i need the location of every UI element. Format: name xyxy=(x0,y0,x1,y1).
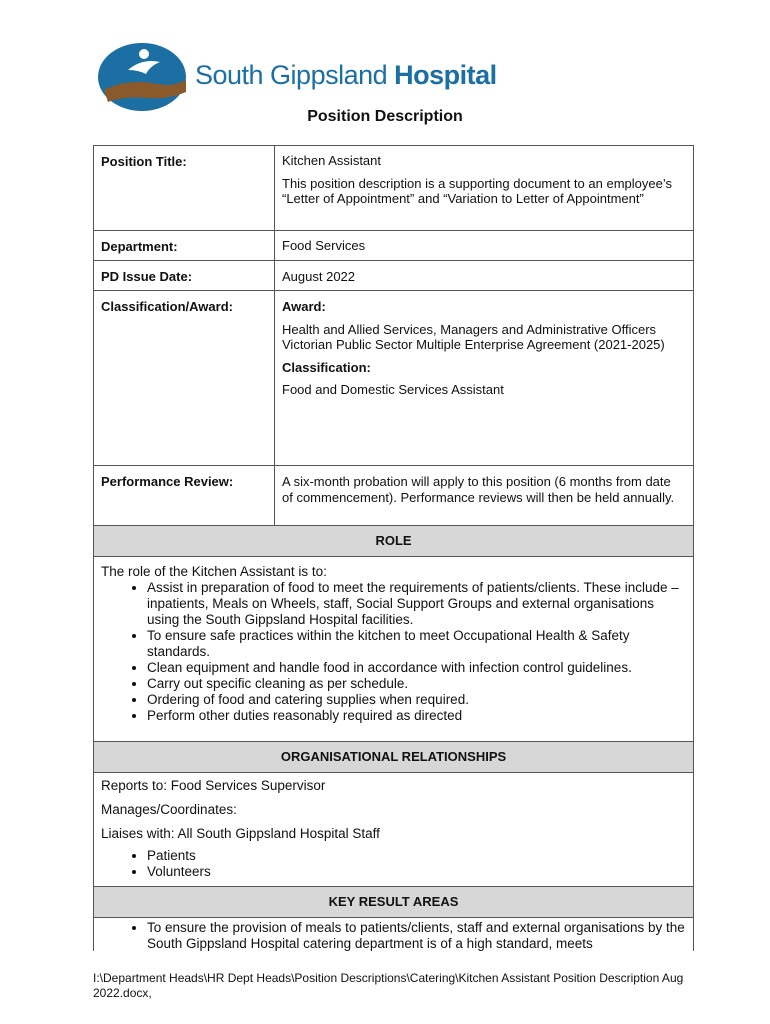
key-results-heading: KEY RESULT AREAS xyxy=(94,886,693,918)
issue-date-label: PD Issue Date: xyxy=(101,269,193,284)
award-value: Health and Allied Services, Managers and Administrative Officers Victorian Public Sector Multiple Enterprise Agreement (2021-2025) xyxy=(282,321,665,352)
classification-heading: Classification: xyxy=(282,359,371,375)
row-classification xyxy=(94,291,693,466)
department-value: Food Services xyxy=(282,238,366,253)
key-results-list xyxy=(101,920,687,951)
position-note: This position description is a supporting document to an employee’s “Letter of Appointment” and “Variation to Letter of Appointment” xyxy=(282,175,672,206)
role-list xyxy=(101,580,687,724)
award-heading: Award: xyxy=(282,299,326,314)
row-position-title xyxy=(94,146,693,231)
role-heading: ROLE xyxy=(94,525,693,557)
classification-label: Classification/Award: xyxy=(101,299,233,314)
row-department xyxy=(94,231,693,261)
classification-value: Food and Domestic Services Assistant xyxy=(282,382,504,397)
list-item: • Carry out specific cleaning as per schedule. xyxy=(147,676,687,692)
relationships-section xyxy=(101,778,687,880)
liaises-with: Liaises with: All South Gippsland Hospital Staff xyxy=(101,826,380,841)
list-item: • To ensure safe practices within the kitchen to meet Occupational Health & Safety standards. xyxy=(147,628,687,660)
list-item: • Clean equipment and handle food in accordance with infection control guidelines. xyxy=(147,660,687,676)
position-title-value: Kitchen Assistant xyxy=(282,153,381,168)
position-description-table xyxy=(93,145,694,951)
row-performance-review xyxy=(94,466,693,526)
list-item: • To ensure the provision of meals to patients/clients, staff and external organisations by the South Gippsland Hospital catering department is of a high standard, meets xyxy=(147,920,687,951)
page-title: Position Description xyxy=(307,108,463,125)
issue-date-value: August 2022 xyxy=(282,269,356,284)
relationships-heading: ORGANISATIONAL RELATIONSHIPS xyxy=(94,741,693,773)
role-section xyxy=(101,564,687,724)
logo-name-regular: South Gippsland xyxy=(195,60,388,90)
position-title-label: Position Title: xyxy=(101,154,187,169)
role-intro: The role of the Kitchen Assistant is to: xyxy=(101,564,327,579)
list-item: • Assist in preparation of food to meet the requirements of patients/clients. These include – inpatients, Meals on Wheels, staff, Social Support Groups and external organisations using the South Gippsland Hospital facilities. xyxy=(147,580,687,628)
list-item: • Perform other duties reasonably required as directed xyxy=(147,708,687,724)
performance-review-label: Performance Review: xyxy=(101,474,234,489)
department-label: Department: xyxy=(101,239,178,254)
logo-name-bold: Hospital xyxy=(394,60,497,90)
manages-coordinates: Manages/Coordinates: xyxy=(101,802,237,817)
file-path-footer: I:\Department Heads\HR Dept Heads\Position Descriptions\Catering\Kitchen Assistant Position Description Aug 2022.docx, xyxy=(93,971,684,1000)
logo-wordmark xyxy=(195,60,497,91)
key-results-section xyxy=(101,920,687,951)
list-item: • Volunteers xyxy=(147,864,687,880)
list-item: • Ordering of food and catering supplies when required. xyxy=(147,692,687,708)
performance-review-value: A six-month probation will apply to this position (6 months from date of commencement). Performance reviews will then be held annually. xyxy=(282,474,675,505)
reports-to: Reports to: Food Services Supervisor xyxy=(101,778,326,793)
row-issue-date xyxy=(94,261,693,291)
liaises-list xyxy=(101,848,687,880)
list-item: • Patients xyxy=(147,848,687,864)
